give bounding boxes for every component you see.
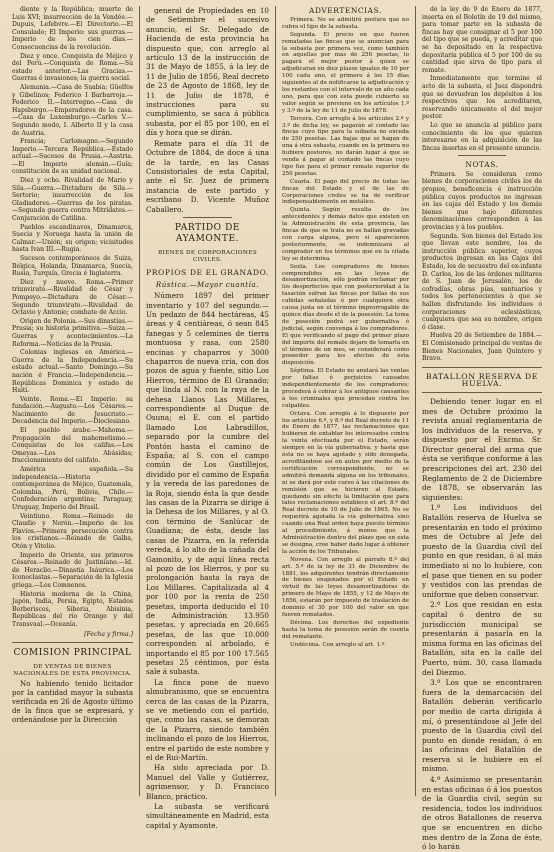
paragraph: Primera. No se admitirá postura que no cubra el tipo de la subasta. bbox=[282, 16, 409, 30]
paragraph: Origen de Polonia.—Sus dinastías.—Prusia; su historia primitiva.—Suiza.—Guerras y acontecimientos.—La Reforma.—Noticias de la Prusia. bbox=[12, 317, 133, 348]
batallon-notice bbox=[422, 397, 542, 852]
paragraph: Décima. Los derechos del expediente hasta la toma de posesión serán de cuenta del rematante. bbox=[282, 619, 409, 640]
paragraph: diente y la República; muerte de Luis XVI; insurrección de la Vendée.—Dupuis, Lefebvre.—El Directorio.—El Consulado; El Imperio: sus guerras.—Imperio de los cien días.—Consecuencias de la revolución. bbox=[12, 6, 133, 51]
advertencias-list bbox=[282, 17, 409, 649]
paragraph: Diez y once. Conquista de Méjico y del Perú.—Conquista de Roma.—Su estado anterior.—Las Gracias.—Guerras é invasiones; la guerra social. bbox=[12, 52, 133, 83]
advertencias-title: ADVERTENCIAS. bbox=[309, 6, 382, 15]
paragraph: Ha sido apreciada por D. Manuel del Valle y Gutiérrez, agrimensor, y D. Francisco Blanco, práctico. bbox=[146, 763, 269, 801]
bienes-subtitle: BIENES DE CORPORACIONES CIVILES. bbox=[157, 249, 258, 263]
paragraph: de la ley de 9 de Enero de 1877, inserta en el Boletín de 19 del mismo, para tomar parte en la subasta de fincas hay que consignar el 5 por 100 del tipo que se pueda, y acreditar que se ha depositado en la respectiva depositaría pública el 5 por 100 de su cantidad que sirva de tipo para el remate. bbox=[422, 6, 542, 74]
divider bbox=[12, 642, 133, 643]
paragraph: Cuarta. El pago del precio de todas las fincas del Estado y el de las de Corporaciones civiles se ha de verificar indispensablemente en metálico. bbox=[282, 178, 409, 206]
deposit-rules bbox=[422, 6, 542, 152]
subasta-intro bbox=[146, 6, 269, 214]
paragraph: La finca pone de nuevo almubranismo, que se encuentra cerca de las casas de la Pizarra, se ve metiendo con el partido, que, como las casas, se demoran de la Pizarra, siendo también inclinando el pozo de los Hierros, entre el partido de este nombre y el de Rui-Martín. bbox=[146, 677, 269, 763]
paragraph: Undécima. Con arreglo al art. 1.º bbox=[290, 641, 385, 648]
divider bbox=[422, 392, 542, 393]
paragraph: Colonias inglesas en América.—Guerra de la Independencia.—Su estado actual.—Santo Domingo.—Su nación é Francia.—Independencia.—Repúblicas Dominica y estado de Haití. bbox=[12, 349, 133, 395]
paragraph: Sucesos contemporáneos de Suiza, Bélgica, Holanda, Dinamarca, Suecia, Rusia, Turquía, Grecia é Inglaterra. bbox=[12, 255, 133, 278]
paragraph: Segunda. El precio en que fueren rematadas las fincas que se anuncian para la subasta por primera vez, como también en aquellas por más de 250 pesetas, lo pagará el mejor postor á quien se adjudicaran en diez plazos iguales de 10 por 100 cada uno, el primero á los 15 días siguientes al de notificarse la adjudicación y los restantes con el intervalo de un año cada uno, para que con esta puede cubierto su valor según se previene en los artículos 1.º y 3.º de la ley de 11 de Julio de 1878. bbox=[282, 31, 409, 114]
propios-title: PROPIOS DE EL GRANADO. bbox=[146, 267, 269, 277]
paragraph: Séptima. El Estado no anulará las ventas por faltas ó perjuicios causados independientemente de los compradores; procederá á cobrar á los antiguos causantes á los criminales que procedan contra los culpables. bbox=[282, 368, 409, 409]
paragraph: La subasta se verificará simultáneamente en Madrid, esta capital y Ayamonte. bbox=[146, 802, 269, 830]
paragraph: Huelva 20 de Setiembre de 1884.—El Comisionado principal de ventas de Bienes Nacionales, Juan Quintero y Bravo. bbox=[422, 332, 542, 363]
batallon-title: BATALLON RESERVA DE HUELVA. bbox=[425, 371, 539, 389]
paragraph: Octava. Con arreglo á lo dispuesto por los artículos 6.º, y 8.º del Real decreto de 11 de Enero de 1877, las reclamaciones que hubieren de entablar los interesados contra la venta efectuada por el Estado, serán siempre en la vía gubernativa, y hasta que ésta no se haya agotado y sido denegada, acreditándose así en autos por medio de la certificación correspondiente, no se admitirá demanda alguna en los tribunales, ni se dará por este curso á las citaciones de remisión que se hicieren al Estado, quedando sin efecto la limitación que para tales reclamaciones establece el art. 8.º del Real decreto de 10 de Julio de 1865. No se requerirá agotada la vía gubernativa sino cuando una Real orden haya puesto término al procedimiento, á menos que la Administración dentro del plazo que en esta se designa, cree haber dado lugar á obtener la acción de los Tribunales. bbox=[282, 410, 409, 555]
paragraph: 1.º Los individuos del Batallón reserva de Huelva se presentarán en todo el próximo mes de Octubre al Jefe del puesto de la Guardia civil del punto en que residan, ó al más inmediato si no lo hubiere, con el pase que tienen en su poder y vestidos con las prendas de uniforme que deben conservar. bbox=[422, 503, 542, 599]
history-program-list bbox=[12, 6, 133, 629]
paragraph: Novena. Con arreglo al párrafo 8.º del art. 5.º de la ley de 31 de Diciembre de 1881, los adquirentes tendrán directamente de bienes enajenados por el Estado en virtud de las leyes desamortizadoras de primero de Mayo de 1855, y 12 de Mayo de 1856, estarán por impuesto de traslación de dominio el 30 por 100 del valor en que fueren rematados. bbox=[282, 556, 409, 618]
paragraph: 2.º Los que residan en esta capital ó dentro de su jurisdicción municipal se presentarán á pasarla en la misma forma en las oficinas del Batallón, sita en la calle del Puerto, núm. 30, casa llamada del Diezmo. bbox=[422, 600, 542, 677]
divider bbox=[458, 155, 506, 156]
paragraph: general de Propiedades en 10 de Setiembre el sucesivo anuncio, el Sr. Delegado de Hacienda de esta provincia ha dispuesto que, con arreglo al artículo 13 de la instrucción de 31 de Mayo de 1855, á la ley de 11 de Julio de 1856, Real decreto de 23 de Agosto de 1868, ley de 11 de Julio de 1878, é instrucciones para su cumplimiento, se saca á pública subasta, por el 85 por 100, en el día y hora que se dirán. bbox=[146, 6, 269, 138]
column-3 bbox=[276, 6, 416, 796]
comision-title: COMISION PRINCIPAL bbox=[13, 648, 132, 659]
paragraph: Sexta. Los compradores de bienes comprendidos en las leyes de desamortización, sólo podrán reclamar por los desperfectos que con posterioridad á la tasación sufran las fincas por fallas de sus cabidas señaladas ó por cualquiera otra causa justa en el término improrrogable de quince días desde el de la posesión. La toma de posesión podrá ser gubernativa ó judicial, según convenga á los compradores. El que verificando el pago del primer plazo del importe del remate dejare de tomarla en el término de un mes, se considerará como poseedor para los efectos de esta disposición. bbox=[282, 263, 409, 367]
column-2 bbox=[140, 6, 276, 830]
paragraph: Francia; Carlomagno.—Segundo Imperio.—Tercera República.—Estado actual.—Sucesos de Prusia.—Austria.—El Imperio alemán.—Guía; constitución de su unidad nacional. bbox=[12, 138, 133, 176]
paragraph: Remate para el día 31 de Octubre de 1884, de doce á una de la tarde, en las Casas Consistoriales de esta Capital, ante el Sr. Juez de primera instancia de este partido y escribano D. Vicente Muñoz Caballero. bbox=[146, 138, 269, 214]
paragraph: El pueblo árabe.—Mahoma.—Propagación del mahometismo.—Conquistas de los califas.—Los Omeyas.—Los Abásidas; fraccionamiento del califato. bbox=[12, 427, 133, 465]
paragraph: Veinte. Roma.—El Imperio: su fundación.—Augusto.—Los Césares.—Nacimiento de Jesucristo.—Decadencia del Imperio.—Dioclesiano. bbox=[12, 395, 133, 426]
column-1 bbox=[6, 6, 140, 796]
paragraph: América española.—Su independencia.—Historia contemporánea de Méjico, Guatemala, Colombia, Perú, Bolivia, Chile.—Confederación argentina; Paraguay, Uruguay, Imperio del Brasil. bbox=[12, 466, 133, 511]
paragraph: Tercera. Con arreglo á los artículos 2.º y 3.º de dicha ley, se pagarán al contado las fincas cuyo tipo para la subasta no exceda de 250 pesetas. Las bajas que se hagan de una á otra subasta, cuando en la primera no hubiere postores, no darán lugar á que se venda á pagar al contado las fincas cuyo tipo fue para el primer remate superior de 250 pesetas. bbox=[282, 115, 409, 177]
paragraph: Veintiuno. Roma.—Reinado de Claudio y Nerón.—Imperio de los Flavios.—Primera persecución contra los cristianos.—Reinado de Galba, Otón y Vitelio. bbox=[12, 512, 133, 550]
paragraph: Número 1897 del primer inventario y 107 del segundo.—Un pedazo de 844 hectáreas, 45 áreas y 4 centiáreas, ó sean 845 fanegas y 5 celemines de tierra montuosa y rasa, con 2580 encinas y chaparros y 3000 chaparros de nueva cría, con dos pozos de agua y fuente, sitio Los Hierros, término de El Granado; que linda al N. con la raya de la dehesa Llanos Las Millares, correspondiente al Duque de Osuna; el E. con el partido llamado Los Labradillos, separado por la cumbre del Pontón hasta el camino de España; al S. con el campo común de Los Gastillejos, dividido por el camino de España y la vereda de las paredones de la Roja, siendo ésta la que desde las casas de la Pizarra se dirige á la Dehesa de los Millares, y al O. con término de Sanlúcar de Guadiana; de ésta, desde las casas de Pizarra, en la referida vereda, á lo alto de la cañada del Gamonito, y de aquí línea recta al pozo de los Hierros, y por su prolongación hasta la raya de Los Millares. Capitalizada al 4 por 100 por la renta de 250 pesetas, importa deducido el 10 de Administración 13.950 pesetas, y apreciada en 20.665 pesetas, de las que 10.000 corresponden al arbolado, é importando el 85 por 100 17.565 pesetas 25 céntimos, por ésta sale á subasta. bbox=[146, 291, 269, 677]
partido-title: PARTIDO DE AYAMONTE. bbox=[174, 222, 241, 244]
divider bbox=[422, 367, 542, 368]
paragraph: Pueblos escandinavos, Dinamarca, Suecia y Noruega hasta la unión de Calmar.—Unión; su origen; vicisitudes hasta Ivan III.—Rugia. bbox=[12, 223, 133, 254]
notas-title: NOTAS. bbox=[465, 160, 499, 170]
paragraph: Historia moderna de la China, Japón, India, Persia, Egipto, Estados Berberiscos, Siberia, Abisinia, Repúblicas del río Orange y del Transvaal.—Oceanía. bbox=[12, 590, 133, 628]
finca-description bbox=[146, 291, 269, 830]
rustica-subtitle: Rústica.—Mayor cuantía. bbox=[155, 280, 260, 289]
comision-subtitle: DE VENTAS DE BIENES NACIONALES DE ESTA PROVINCIA. bbox=[13, 664, 132, 678]
paragraph: Inmediatamente que termine el acto de la subasta, el Juez dispondrá que se devuelvan los depósitos á los respectivos que los acreditaron, reservando únicamente el del mejor postor. bbox=[422, 75, 542, 121]
paragraph: Debiendo tener lugar en el mes de Octubre próximo la revista anual reglamentaria de los individuos de la reserva, y dispuesto por el Excmo. Sr. Director general del arma que ésta se verifique conforme á las prescripciones del art. 230 del Reglamento de 2 de Diciembre de 1878, se observarán las siguientes: bbox=[422, 396, 542, 502]
paragraph: Primera. Se consideran como bienes de corporaciones civiles los de propios, beneficencia é instrucción pública cuyos productos no ingresan en las cajas del Estado y los demás bienes que bajo diferentes denominaciones corresponden á las provincias y á los pueblos. bbox=[422, 170, 542, 232]
paragraph: Lo que se anuncia al público para conocimiento de los que quieran interesarse en la adquisición de las fincas insertas en el presente anuncio. bbox=[422, 121, 542, 152]
paragraph: Imperio de Oriente, sus primeros Césares.—Reinado de Justiniano.—Id. de Heraclio.—Dinastía Isáurica.—Los Iconoclastas.—Separación de la Iglesia griega.—Los Comnenos. bbox=[12, 551, 133, 589]
paragraph: Diez y ocho. Rivalidad de Mario y Sila.—Guerra.—Dictadura de Sila.—Sertorio; insurrección de los Gladiadores.—Guerras de los piratas.—Segunda guerra contra Mitrídates.—Conjuración de Catilina. bbox=[12, 177, 133, 223]
notas-list bbox=[422, 171, 542, 363]
paragraph: 3.º Los que se encontraren fuera de la demarcación del Batallón deberán verificarlo por medio de carta dirigida á mí, ó presentándose al Jefe del puesto de la Guardia civil del punto en donde residan, ó en las oficinas del Batallón de reserva si le hubiere en el mismo. bbox=[422, 678, 542, 774]
paragraph: Segunda. Son bienes del Estado los que llevan este nombre, los de instrucción pública superior, cuyos productos ingresan en las Cajas del Estado, los de secuestro del ex-infante D. Carlos, los de las órdenes militares de S. Juan de Jerusalén, los de cofradías, obras pías, santuarios y todos los pertenecientes á que se hallen disfrutando los individuos ó corporaciones eclesiásticas, cualquiera que sea su nombre, origen ó clase. bbox=[422, 232, 542, 331]
paragraph: Quinta. Según resulta de los antecedentes y demás datos que existen en la Administración de esta provincia, las fincas de que se trata no se hallan gravadas con carga alguna, pero si aparecieren posteriormente, se indemnizará al comprador en los términos que en la citada ley se determina. bbox=[282, 207, 409, 262]
date-signature-note: [Fecha y firma.] bbox=[84, 630, 133, 638]
paragraph: Diez y nueve. Roma.—Primer triunvirato.—Rivalidad de César y Pompeyo.—Dictadura de César.—Segundo triunvirato.—Rivalidad de Octavio y Antonio; combate de Accio. bbox=[12, 278, 133, 317]
column-4 bbox=[416, 6, 548, 852]
comision-text: No habiendo tenido licitador por la cantidad mayor la subasta verificada en 26 de Agosto último de la finca que se expresará, y ordenándose por la Dirección bbox=[12, 680, 133, 725]
paragraph: 4.º Asimismo se presentarán en estas oficinas ó á los puestos de la Guardia civil, según su residencia, todos los individuos de otros Batallones de reserva que se encuentren en dicho mes dentro de la Zona de éste, ó lo harán bbox=[422, 775, 542, 852]
paragraph: Alemania.—Casa de Suabia; Güelfos y Gibelinos; Federico I Barbarroja.—Federico II.—Interregno.—Casa de Hapsburgo.—Emperadores de la casa.—Casa de Luxemburgo.—Carlos V.—Segundo modo, I. Alberto II y la casa de Austria. bbox=[12, 83, 133, 137]
divider bbox=[183, 217, 232, 218]
